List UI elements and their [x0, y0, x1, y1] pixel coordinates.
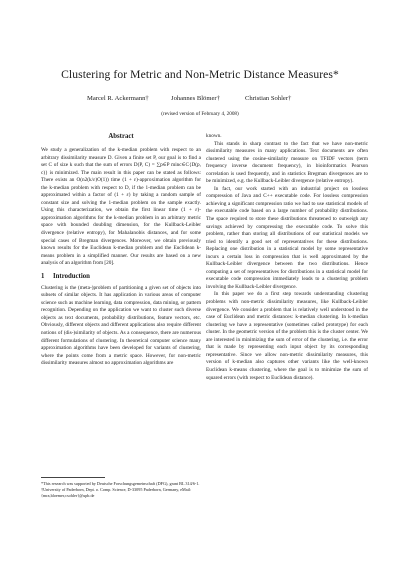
author-name: Johannes Blömer† — [171, 95, 220, 102]
section-number: 1 — [41, 272, 45, 280]
footnote-rule — [41, 477, 105, 478]
left-column — [41, 132, 201, 368]
section-heading — [41, 272, 201, 282]
revision-note: (revised version of February 4, 2008) — [161, 111, 239, 117]
body-paragraph: In fact, our work started with an industrial project on lossless compression of Java and C++ executable code. For lossless compression achieving a significant compression ratio we had to use statistical models of the executable code based on a large number of probability distributions. The space required to store these distributions threatened to outweigh any savings achieved by compressing the executable code. To solve this problem, rather than storing all distributions of our statistical models we tried to identify a good set of representatives for these distributions. Replacing one distribution in a statistical model by some representative incurs a certain loss in compression that is well approximated by the Kullback-Leibler divergence between the two distributions. Hence computing a set of representatives for distributions in a statistical model for executable code compression immediately leads to a clustering problem involving the Kullback-Leibler divergence. — [206, 185, 368, 290]
author-name: Marcel R. Ackermann† — [87, 95, 149, 102]
footnotes — [41, 477, 201, 499]
right-column — [206, 133, 368, 382]
intro-paragraph: Clustering is the (meta-)problem of partitioning a given set of objects into subsets of similar objects. It has application in various areas of computer science such as machine learning, data compression, data mining, or pattern recognition. Depending on the application we want to cluster such diverse objects as text documents, probability distributions, feature vectors, etc. Obviously, different objects and different applications also require different notions of (dis-)similarity of objects. As a consequence, there are numerous different formulations of clustering. In theoretical computer science many approximation algorithms have been developed for variants of clustering, where the points come from a metric space. However, for non-metric dissimilarity measures almost no approximation algorithms are — [41, 284, 201, 367]
author-name: Christian Sohler† — [245, 95, 292, 102]
abstract-heading: Abstract — [108, 133, 134, 140]
body-paragraph: This stands in sharp contrast to the fact that we have non-metric dissimilarity measures in many applications. Text documents are often clustered using the cosine-similarity measure on TFIDF vectors (term frequency inverse document frequency), in bioinformatics Pearson correlation is used frequently, and in statistics Bregman divergences are to be minimized, e.g. the Kullback-Leibler divergence (relative entropy). — [206, 140, 368, 185]
paper-title: Clustering for Metric and Non-Metric Distance Measures* — [61, 68, 339, 81]
footnote: †University of Paderborn, Dept. o. Comp. Science, D-33095 Paderborn, Germany, eMail: {mra,bloemer,csohler}@upb.de — [41, 486, 192, 498]
body-paragraph: In this paper we do a first step towards understanding clustering problems with non-metric dissimilarity measures, like Kullback-Leibler divergence. We consider a problem that is relatively well understood in the case of Euclidean and metric distances: k-median clustering. In k-median clustering we have a representative (sometimes called prototype) for each cluster. In the geometric version of the problem this is the cluster center. We are interested in minimizing the sum of error of the clustering, i.e. the error that is made by representing each input object by its corresponding representative. Since we allow non-metric dissimilarity measures, this version of k-median also captures other variants like the well-known Euclidean k-means clustering, where the goal is to minimize the sum of squared errors (with respect to Euclidean distance). — [206, 291, 368, 381]
abstract-text: We study a generalization of the k-median problem with respect to an arbitrary dissimilarity measure D. Given a finite set P, our goal is to find a set C of size k such that the sum of errors D(P, C) = ∑p∈P minc∈C{D(p, c)} is minimized. The main result in this paper can be stated as follows: There exists an O(n2(k/ε)O(1)) time (1 + ε)-approximation algorithm for the k-median problem with respect to D, if the 1-median problem can be approximated within a factor of (1 + ε) by taking a random sample of constant size and solving the 1-median problem on the sample exactly. Using this characterization, we obtain the first linear time (1 + ε)-approximation algorithms for the k-median problem in an arbitrary metric space with bounded doubling dimension, for the Kullback-Leibler divergence (relative entropy), for Mahalanobis distances, and for some special cases of Bregman divergences. Moreover, we obtain previously known results for the Euclidean k-median problem and the Euclidean k-means problem in a simplified manner. Our results are based on a new analysis of an algorithm from [20]. — [41, 147, 201, 267]
footnote: *This research was supported by Deutsche Forschungsgemeinschaft (DFG), grant BL 314/6-1. — [41, 481, 200, 486]
body-paragraph: known. — [206, 133, 222, 139]
section-title: Introduction — [53, 272, 90, 280]
